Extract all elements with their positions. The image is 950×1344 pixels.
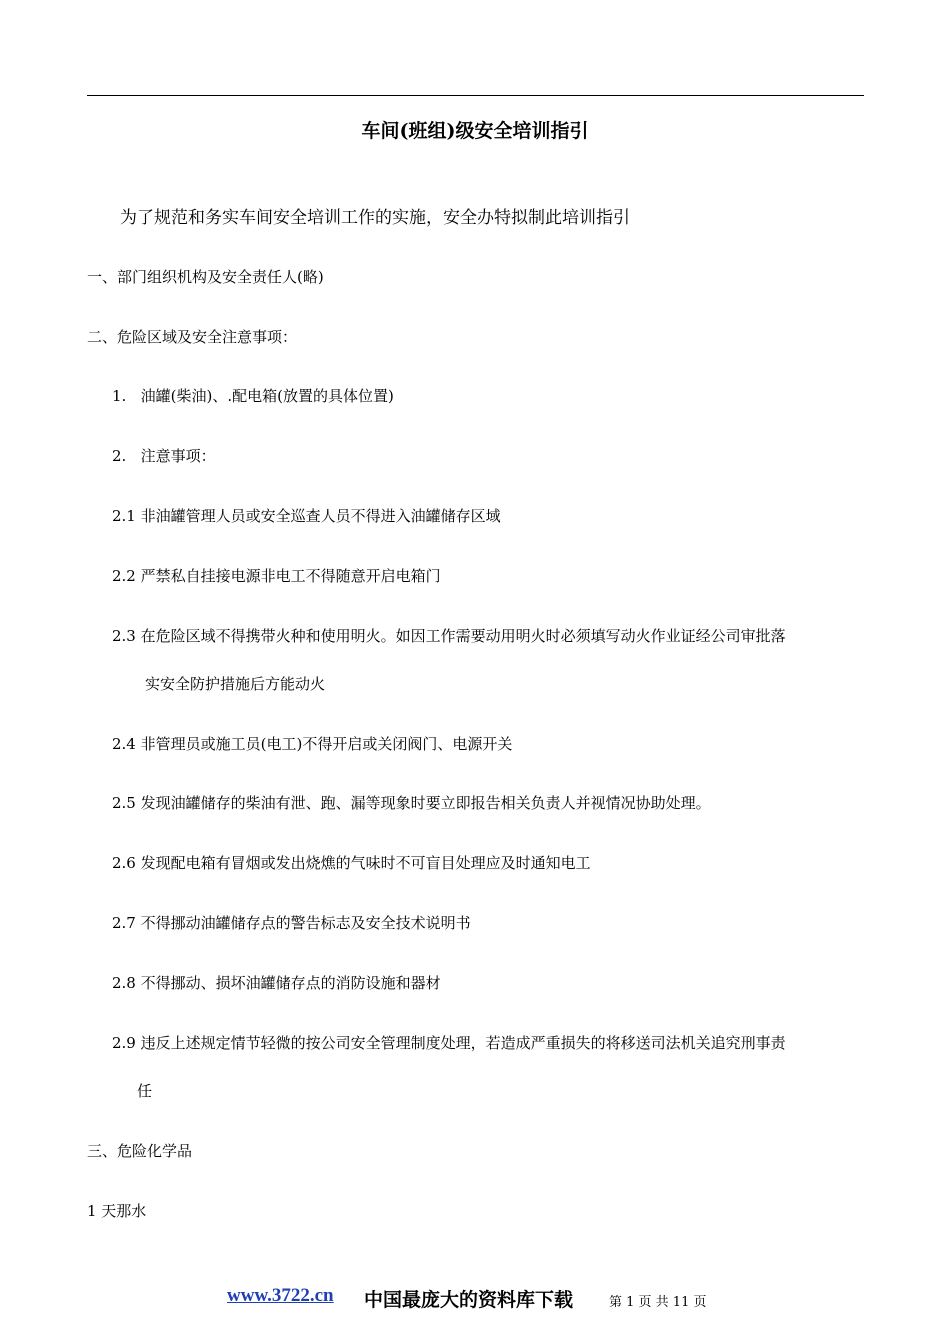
footer-website-link[interactable]: www.3722.cn bbox=[227, 1285, 334, 1306]
item-2-5: 2.5 发现油罐储存的柴油有泄、跑、漏等现象时要立即报告相关负责人并视情况协助处理。 bbox=[112, 794, 711, 812]
section-1-heading: 一、部门组织机构及安全责任人(略) bbox=[87, 268, 324, 286]
item-2-3: 2.3 在危险区域不得携带火种和使用明火。如因工作需要动用明火时必须填写动火作业证经公司审批落 bbox=[112, 627, 786, 645]
document-title: 车间(班组)级安全培训指引 bbox=[361, 120, 589, 142]
section-2-heading: 二、危险区域及安全注意事项： bbox=[87, 328, 298, 346]
subsection-2-1: 1. 油罐(柴油)、.配电箱(放置的具体位置) bbox=[112, 387, 394, 405]
item-2-3-continuation: 实安全防护措施后方能动火 bbox=[145, 675, 326, 693]
page-footer bbox=[0, 1285, 950, 1313]
subsection-2-2: 2. 注意事项： bbox=[112, 447, 216, 465]
page-number: 第 1 页 共 11 页 bbox=[609, 1295, 707, 1310]
intro-paragraph: 为了规范和务实车间安全培训工作的实施，安全办特拟制此培训指引 bbox=[120, 208, 630, 228]
footer-slogan: 中国最庞大的资料库下载 bbox=[364, 1289, 574, 1311]
section-3-heading: 三、危险化学品 bbox=[87, 1142, 193, 1160]
header-rule bbox=[87, 95, 864, 96]
item-2-9-continuation: 任 bbox=[137, 1082, 153, 1100]
item-2-6: 2.6 发现配电箱有冒烟或发出烧燋的气味时不可盲目处理应及时通知电工 bbox=[112, 854, 591, 872]
item-2-2: 2.2 严禁私自挂接电源非电工不得随意开启电箱门 bbox=[112, 567, 441, 585]
item-2-9: 2.9 违反上述规定情节轻微的按公司安全管理制度处理，若造成严重损失的将移送司法机关追究刑事责 bbox=[112, 1034, 786, 1052]
item-2-7: 2.7 不得挪动油罐储存点的警告标志及安全技术说明书 bbox=[112, 914, 471, 932]
section-3-item-1: 1 天那水 bbox=[87, 1202, 147, 1220]
item-2-8: 2.8 不得挪动、损坏油罐储存点的消防设施和器材 bbox=[112, 974, 441, 992]
item-2-1: 2.1 非油罐管理人员或安全巡查人员不得进入油罐储存区域 bbox=[112, 507, 501, 525]
item-2-4: 2.4 非管理员或施工员(电工)不得开启或关闭阀门、电源开关 bbox=[112, 735, 513, 753]
